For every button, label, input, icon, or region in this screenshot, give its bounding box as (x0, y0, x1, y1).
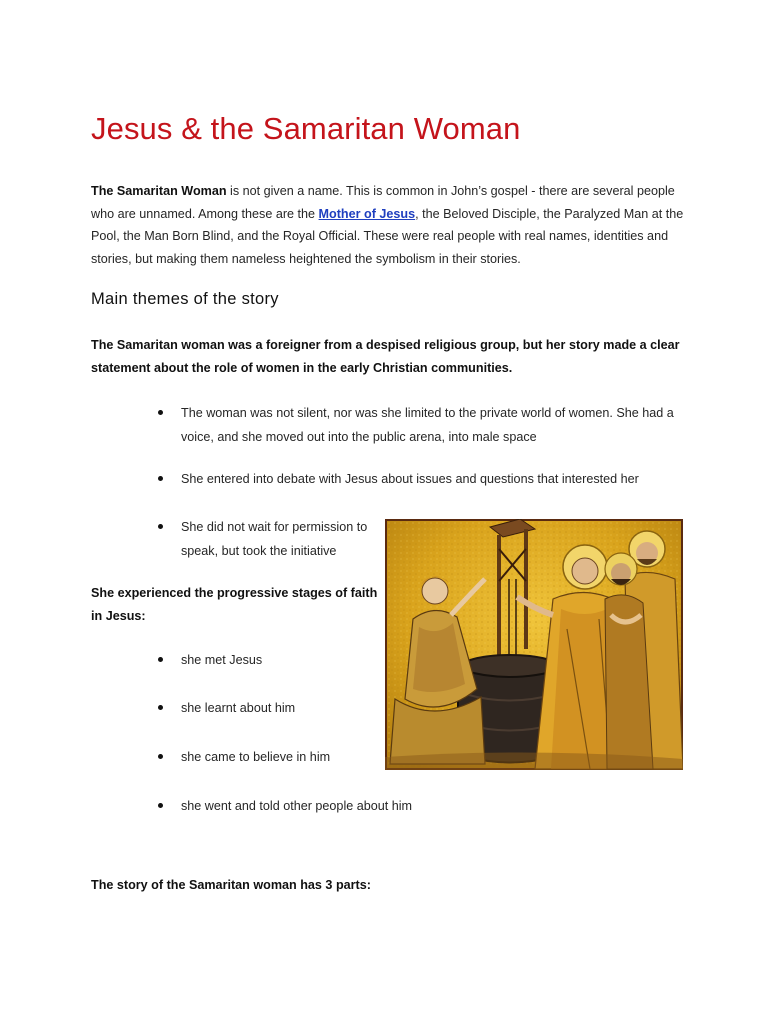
page-title: Jesus & the Samaritan Woman (91, 111, 521, 146)
mother-of-jesus-link[interactable]: Mother of Jesus (318, 206, 416, 221)
bullet-icon (158, 754, 163, 759)
bullet-icon (158, 705, 163, 710)
bullet-icon (158, 524, 163, 529)
samaritan-woman-painting (385, 519, 683, 770)
bullet-icon (158, 476, 163, 481)
list-item-text: she went and told other people about him (181, 799, 413, 813)
bullet-icon (158, 803, 163, 808)
list-item-text: she met Jesus (181, 653, 263, 667)
list-item-text: She did not wait for permission to speak, but took the initiative (181, 520, 368, 558)
list-item (158, 649, 262, 673)
parts-lead: The story of the Samaritan woman has 3 parts: (91, 878, 371, 892)
bullet-icon (158, 410, 163, 415)
list-item (158, 746, 330, 770)
list-item-text: The woman was not silent, nor was she limited to the private world of women. She had a voice, and she moved out into the public arena, into male space (181, 406, 674, 444)
themes-lead: The Samaritan woman was a foreigner from a despised religious group, but her story made a clear statement about the role of women in the early Christian communities. (91, 338, 680, 375)
bullet-icon (158, 657, 163, 662)
list-item (158, 516, 373, 563)
intro-paragraph (91, 180, 691, 271)
list-item (158, 468, 688, 492)
painting-illustration (385, 519, 683, 770)
intro-lead: The Samaritan Woman (91, 184, 227, 198)
intro-text-1: is not given a name. This is common in John’s gospel - there are several people who are unnamed. Among these are the (91, 184, 675, 221)
themes-heading: Main themes of the story (91, 290, 279, 308)
intro-text-2: , the Beloved Disciple, the Paralyzed Man at the Pool, the Man Born Blind, and the Royal Official. These were real people with real names, identities and stories, but making them nameless heightened the symbolism in their stories. (91, 206, 684, 267)
list-item (158, 795, 412, 819)
list-item-text: She entered into debate with Jesus about issues and questions that interested her (181, 472, 639, 486)
list-item (158, 402, 688, 449)
faith-lead: She experienced the progressive stages of faith in Jesus: (91, 586, 378, 623)
list-item-text: she learnt about him (181, 701, 296, 715)
list-item (158, 697, 295, 721)
list-item-text: she came to believe in him (181, 750, 331, 764)
